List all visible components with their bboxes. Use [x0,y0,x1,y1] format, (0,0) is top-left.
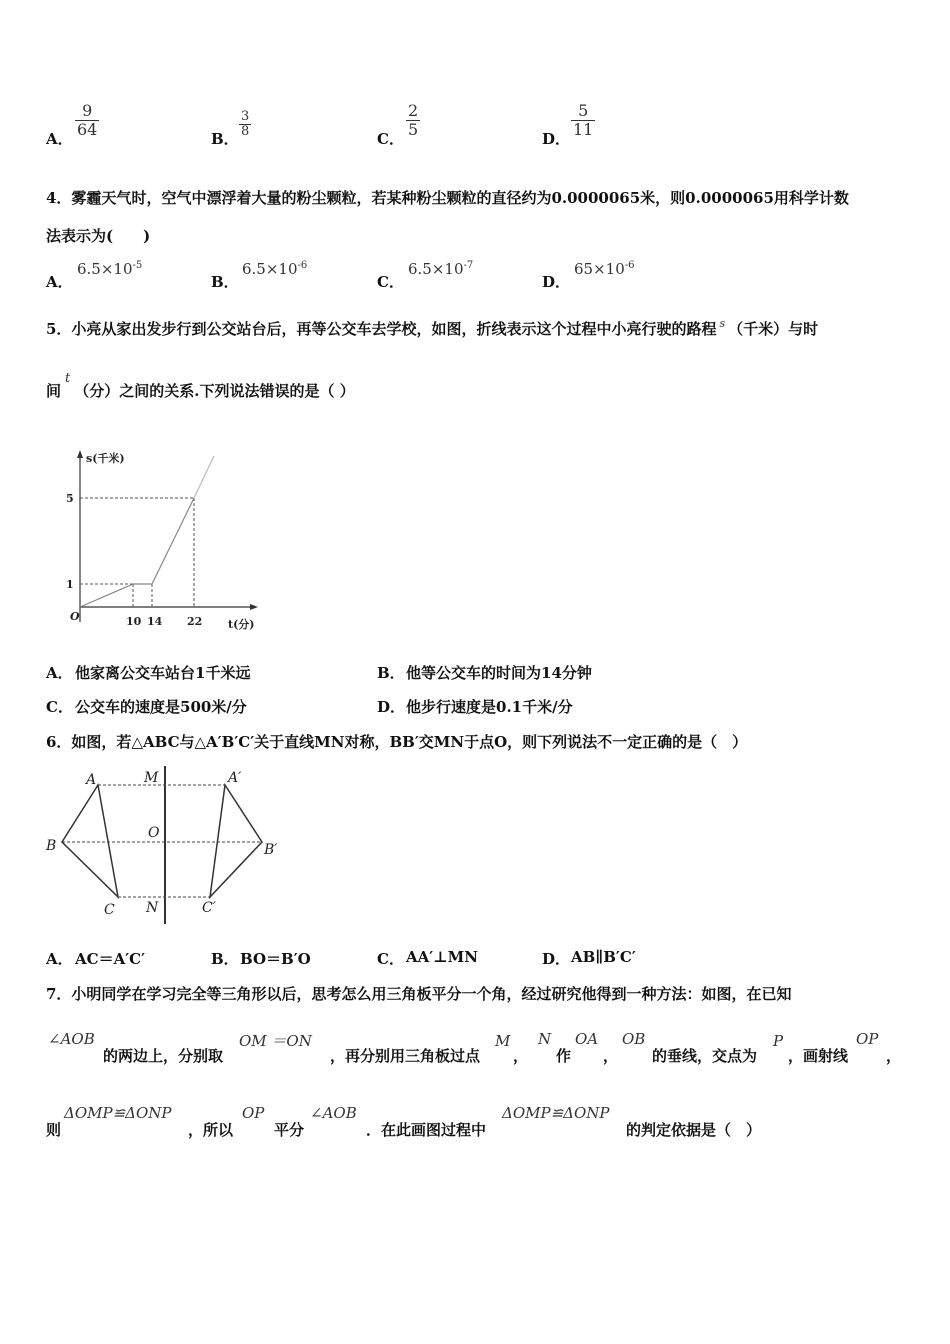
q5-option-d-text: 他步行速度是0.1千米/分 [406,698,573,716]
q7-line2-text2: ，再分别用三角板过点 [330,1047,481,1065]
y-tick-1: 1 [66,578,74,591]
x-axis-arrow [250,604,258,610]
label-b: B [46,838,57,854]
q7-line2-text6: 的垂线，交点为 [652,1047,758,1065]
label-b-prime: B′ [264,842,278,858]
q3-option-c-fraction [406,102,420,139]
q5-stem-text: 5．小亮从家出发步行到公交站台后，再等公交车去学校，如图，折线表示这个过程中小亮行驶的路程 [46,320,717,338]
exponent: -6 [297,260,308,271]
exponent: -5 [132,260,143,271]
mantissa: 6.5×10 [242,260,298,278]
numerator: 9 [82,101,93,120]
q4-stem-line2: 法表示为( ) [46,227,151,245]
q5-t-variable: t [65,371,71,386]
q7-ray-ob: OB [622,1030,646,1048]
path-extension [194,456,214,498]
q4-option-b-value [242,260,307,278]
q6-option-b-label: B． [211,950,239,968]
exponent: -7 [463,260,474,271]
q5-stem-text-end: （千米）与时 [728,320,819,338]
q6-option-a-label: A． [46,950,73,968]
q7-line3-text5: 的判定依据是（ ） [626,1121,762,1139]
q7-line2-text1: 的两边上，分别取 [103,1047,224,1065]
q4-option-c-value [408,260,473,278]
y-axis-arrow [77,450,83,458]
q7-line2-text7: ，画射线 [788,1047,849,1065]
exponent: -6 [624,260,635,271]
q3-option-a-fraction [75,102,99,139]
denominator: 8 [241,124,250,139]
label-a: A [86,772,97,788]
y-tick-5: 5 [66,492,74,505]
path-polyline [80,498,194,607]
q4-stem-line1: 4．雾霾天气时，空气中漂浮着大量的粉尘颗粒，若某种粉尘颗粒的直径约为0.0000065米，则0.0000065用科学计数 [46,189,849,207]
q7-line2-text3: ， [513,1047,529,1065]
q7-ray-op: OP [856,1030,879,1048]
q5-stem-text-end: （分）之间的关系.下列说法错误的是（ ） [74,382,355,400]
q4-option-d-label: D． [542,273,571,291]
q6-option-a-text: AC＝A′C′ [75,950,146,968]
q5-stem-line2 [46,371,355,401]
q6-option-b-text: BO＝B′O [240,950,311,968]
q7-point-n: N [538,1030,552,1048]
label-c: C [104,902,115,918]
q5-option-a-text: 他家离公交车站台1千米远 [75,664,251,682]
q3-option-d-label: D． [542,130,571,148]
x-tick-14: 14 [147,615,163,628]
q4-option-c-label: C． [377,273,404,291]
q5-option-c-label: C． [46,698,73,716]
q5-option-b-label: B． [377,664,405,682]
q4-option-d-value [574,260,635,278]
q7-angle-aob: ∠AOB [48,1030,95,1048]
q7-line2-text8: ， [886,1047,902,1065]
label-m: M [144,770,159,786]
q4-option-a-label: A． [46,273,73,291]
q5-option-a-label: A． [46,664,73,682]
denominator: 5 [408,120,419,139]
q7-congruence-1: ΔOMP≌ΔONP [64,1104,172,1122]
q7-stem-line1: 7．小明同学在学习完全等三角形以后，思考怎么用三角板平分一个角，经过研究他得到一种方法：如图，在已知 [46,985,792,1003]
x-tick-10: 10 [126,615,142,628]
q5-stem-line1 [46,318,818,339]
q5-s-variable: s [719,317,726,330]
q7-line3-text4: ．在此画图过程中 [366,1121,487,1139]
q7-line2-text4: 作 [556,1047,572,1065]
q7-om-equals-on: OM ＝ON [239,1032,312,1050]
triangle-abc-prime [210,785,262,897]
q7-point-p: P [773,1032,784,1050]
origin-label: O [70,610,80,623]
q7-line3-text3: 平分 [274,1121,305,1139]
q7-angle-aob-2: ∠AOB [310,1104,357,1122]
q7-line2-text5: ， [603,1047,619,1065]
q4-option-a-value [77,260,142,278]
q7-congruence-2: ΔOMP≌ΔONP [502,1104,610,1122]
x-axis-label: t(分) [228,618,255,631]
q7-line3-text2: ，所以 [188,1121,234,1139]
q7-line3-text1: 则 [46,1121,62,1139]
q5-graph [44,440,274,640]
label-n: N [146,900,159,916]
label-o: O [148,825,160,841]
denominator: 64 [77,120,98,139]
q6-figure [40,762,300,927]
q3-option-c-label: C． [377,130,404,148]
denominator: 11 [573,120,594,139]
q7-ray-oa: OA [575,1030,599,1048]
q3-option-b-label: B． [211,130,239,148]
numerator: 5 [578,101,589,120]
q6-option-c-label: C． [377,950,404,968]
q5-option-c-text: 公交车的速度是500米/分 [75,698,247,716]
q6-option-c-text: AA′⊥MN [406,948,478,966]
q6-option-d-label: D． [542,950,571,968]
q3-option-a-label: A． [46,130,73,148]
q7-point-m: M [495,1032,511,1050]
label-a-prime: A′ [228,770,242,786]
mantissa: 65×10 [574,260,625,278]
mantissa: 6.5×10 [77,260,133,278]
label-c-prime: C′ [202,900,216,916]
q5-option-d-label: D． [377,698,406,716]
q5-option-b-text: 他等公交车的时间为14分钟 [406,664,592,682]
x-tick-22: 22 [187,615,203,628]
q3-option-b-fraction [239,110,251,139]
q6-option-d-text: AB∥B′C′ [571,948,636,966]
triangle-abc [62,785,118,897]
q3-option-d-fraction [571,102,595,139]
q7-ray-op-2: OP [242,1104,265,1122]
q5-stem-text: 间 [46,382,62,400]
numerator: 2 [408,101,419,120]
mantissa: 6.5×10 [408,260,464,278]
q4-option-b-label: B． [211,273,239,291]
q6-stem: 6．如图，若△ABC与△A′B′C′关于直线MN对称，BB′交MN于点O，则下列说法不一定正确的是（ ） [46,733,748,751]
y-axis-label: s(千米) [86,452,125,465]
numerator: 3 [241,109,250,124]
